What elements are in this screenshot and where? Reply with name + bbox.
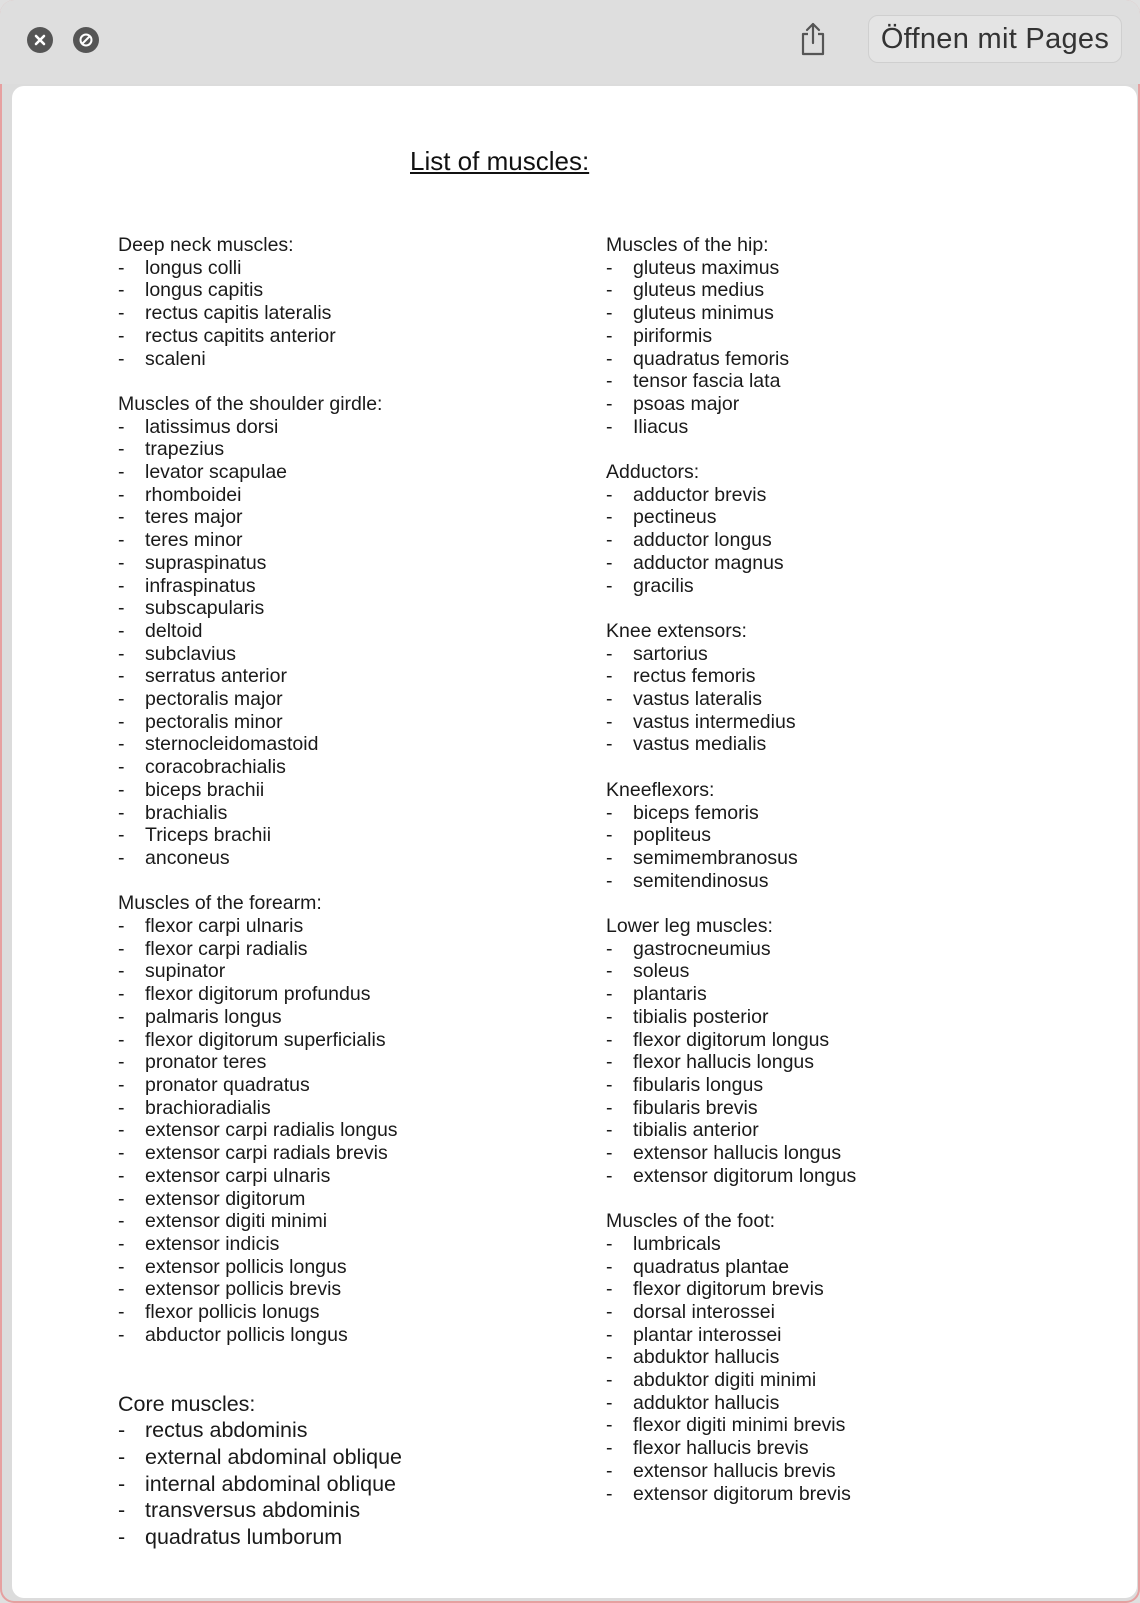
muscle-group (118, 393, 558, 870)
group-heading: Kneeflexors: (606, 778, 715, 801)
list-item: - vastus lateralis (606, 688, 1056, 711)
muscle-group (606, 779, 1056, 893)
group-heading: Deep neck muscles: (118, 234, 294, 256)
list-item: - adductor longus (606, 529, 1056, 552)
list-item: - rectus capitits anterior (118, 325, 558, 348)
list-item: - biceps brachii (118, 779, 558, 802)
list-item: - plantaris (606, 983, 1056, 1006)
list-item: - extensor digitorum (118, 1188, 558, 1211)
list-item: - flexor pollicis lonugs (118, 1301, 558, 1324)
list-item: - quadratus lumborum (118, 1524, 558, 1551)
list-item: - subclavius (118, 643, 558, 666)
list-item: - fibularis brevis (606, 1097, 1056, 1120)
list-item: - trapezius (118, 438, 558, 461)
list-item: - longus capitis (118, 279, 558, 302)
list-item: - brachioradialis (118, 1097, 558, 1120)
list-item: - vastus intermedius (606, 711, 1056, 734)
list-item: - extensor hallucis longus (606, 1142, 1056, 1165)
list-item: - rectus femoris (606, 665, 1056, 688)
list-item: - pectoralis major (118, 688, 558, 711)
list-item: - flexor digiti minimi brevis (606, 1414, 1056, 1437)
muscle-group (118, 1391, 558, 1550)
group-heading: Muscles of the forearm: (118, 892, 322, 915)
list-item: - transversus abdominis (118, 1497, 558, 1524)
list-item: - fibularis longus (606, 1074, 1056, 1097)
list-item: - extensor digitorum longus (606, 1165, 1056, 1188)
list-item: - gluteus medius (606, 279, 1056, 302)
list-item: - internal abdominal oblique (118, 1471, 558, 1498)
close-icon (33, 33, 47, 47)
list-item: - flexor hallucis brevis (606, 1437, 1056, 1460)
list-item: - teres minor (118, 529, 558, 552)
group-heading: Muscles of the foot: (606, 1210, 776, 1233)
list-item: - gracilis (606, 575, 1056, 598)
list-item: - tensor fascia lata (606, 370, 1056, 393)
group-heading: Adductors: (606, 461, 700, 484)
list-item: - extensor carpi radialis longus (118, 1119, 558, 1142)
list-item: - flexor carpi radialis (118, 938, 558, 961)
list-item: - supraspinatus (118, 552, 558, 575)
list-item: - anconeus (118, 847, 558, 870)
list-item: - abductor pollicis longus (118, 1324, 558, 1347)
list-item: - subscapularis (118, 597, 558, 620)
list-item: - adductor brevis (606, 484, 1056, 507)
list-item: - tibialis anterior (606, 1119, 1056, 1142)
list-item: - pronator teres (118, 1051, 558, 1074)
list-item: - rectus abdominis (118, 1417, 558, 1444)
list-item: - extensor carpi ulnaris (118, 1165, 558, 1188)
muscle-group (606, 620, 1056, 756)
list-item: - extensor hallucis brevis (606, 1460, 1056, 1483)
list-item: - rhomboidei (118, 484, 558, 507)
list-item: - levator scapulae (118, 461, 558, 484)
page-title: List of muscles: (410, 146, 590, 176)
list-item: - coracobrachialis (118, 756, 558, 779)
close-button[interactable] (27, 27, 53, 53)
list-item: - gluteus maximus (606, 257, 1056, 280)
list-item: - latissimus dorsi (118, 416, 558, 439)
list-item: - flexor digitorum profundus (118, 983, 558, 1006)
list-item: - adductor magnus (606, 552, 1056, 575)
list-item: - adduktor hallucis (606, 1392, 1056, 1415)
list-item: - flexor carpi ulnaris (118, 915, 558, 938)
list-item: - extensor digiti minimi (118, 1210, 558, 1233)
list-item: - teres major (118, 506, 558, 529)
list-item: - extensor pollicis longus (118, 1256, 558, 1279)
muscle-group (606, 915, 1056, 1187)
list-item: - abduktor hallucis (606, 1346, 1056, 1369)
muscle-group (118, 234, 558, 370)
list-item: - psoas major (606, 393, 1056, 416)
list-item: - gluteus minimus (606, 302, 1056, 325)
list-item: - abduktor digiti minimi (606, 1369, 1056, 1392)
group-heading: Muscles of the hip: (606, 234, 769, 256)
minimize-button[interactable] (73, 27, 99, 53)
list-item: - flexor digitorum brevis (606, 1278, 1056, 1301)
list-item: - rectus capitis lateralis (118, 302, 558, 325)
list-item: - scaleni (118, 348, 558, 371)
list-item: - quadratus femoris (606, 348, 1056, 371)
list-item: - flexor digitorum longus (606, 1029, 1056, 1052)
list-item: - plantar interossei (606, 1324, 1056, 1347)
list-item: - gastrocneumius (606, 938, 1056, 961)
list-item: - quadratus plantae (606, 1256, 1056, 1279)
share-icon (798, 21, 828, 57)
list-item: - infraspinatus (118, 575, 558, 598)
list-item: - tibialis posterior (606, 1006, 1056, 1029)
list-item: - external abdominal oblique (118, 1444, 558, 1471)
share-button[interactable] (796, 20, 830, 58)
list-item: - palmaris longus (118, 1006, 558, 1029)
no-entry-icon (78, 32, 94, 48)
group-heading: Muscles of the shoulder girdle: (118, 392, 383, 415)
muscle-group (606, 234, 1056, 438)
left-column (118, 234, 558, 1573)
list-item: - serratus anterior (118, 665, 558, 688)
list-item: - semitendinosus (606, 870, 1056, 893)
open-with-pages-button[interactable]: Öffnen mit Pages (868, 15, 1122, 63)
list-item: - pectoralis minor (118, 711, 558, 734)
list-item: - piriformis (606, 325, 1056, 348)
document-page (12, 86, 1137, 1598)
list-item: - supinator (118, 960, 558, 983)
list-item: - extensor digitorum brevis (606, 1483, 1056, 1506)
group-heading: Knee extensors: (606, 619, 747, 642)
list-item: - dorsal interossei (606, 1301, 1056, 1324)
list-item: - deltoid (118, 620, 558, 643)
list-item: - soleus (606, 960, 1056, 983)
list-item: - vastus medialis (606, 733, 1056, 756)
list-item: - Triceps brachii (118, 824, 558, 847)
muscle-group (606, 461, 1056, 597)
list-item: - longus colli (118, 257, 558, 280)
list-item: - semimembranosus (606, 847, 1056, 870)
muscle-group (606, 1210, 1056, 1505)
list-item: - extensor pollicis brevis (118, 1278, 558, 1301)
muscle-group (118, 892, 558, 1346)
list-item: - popliteus (606, 824, 1056, 847)
list-item: - biceps femoris (606, 802, 1056, 825)
list-item: - extensor indicis (118, 1233, 558, 1256)
list-item: - brachialis (118, 802, 558, 825)
group-heading: Lower leg muscles: (606, 915, 773, 938)
toolbar (0, 0, 1140, 84)
list-item: - sternocleidomastoid (118, 733, 558, 756)
list-item: - sartorius (606, 643, 1056, 666)
list-item: - extensor carpi radials brevis (118, 1142, 558, 1165)
right-column (606, 234, 1056, 1528)
list-item: - flexor hallucis longus (606, 1051, 1056, 1074)
list-item: - flexor digitorum superficialis (118, 1029, 558, 1052)
list-item: - pronator quadratus (118, 1074, 558, 1097)
group-heading: Core muscles: (118, 1392, 256, 1417)
list-item: - Iliacus (606, 416, 1056, 439)
list-item: - pectineus (606, 506, 1056, 529)
list-item: - lumbricals (606, 1233, 1056, 1256)
